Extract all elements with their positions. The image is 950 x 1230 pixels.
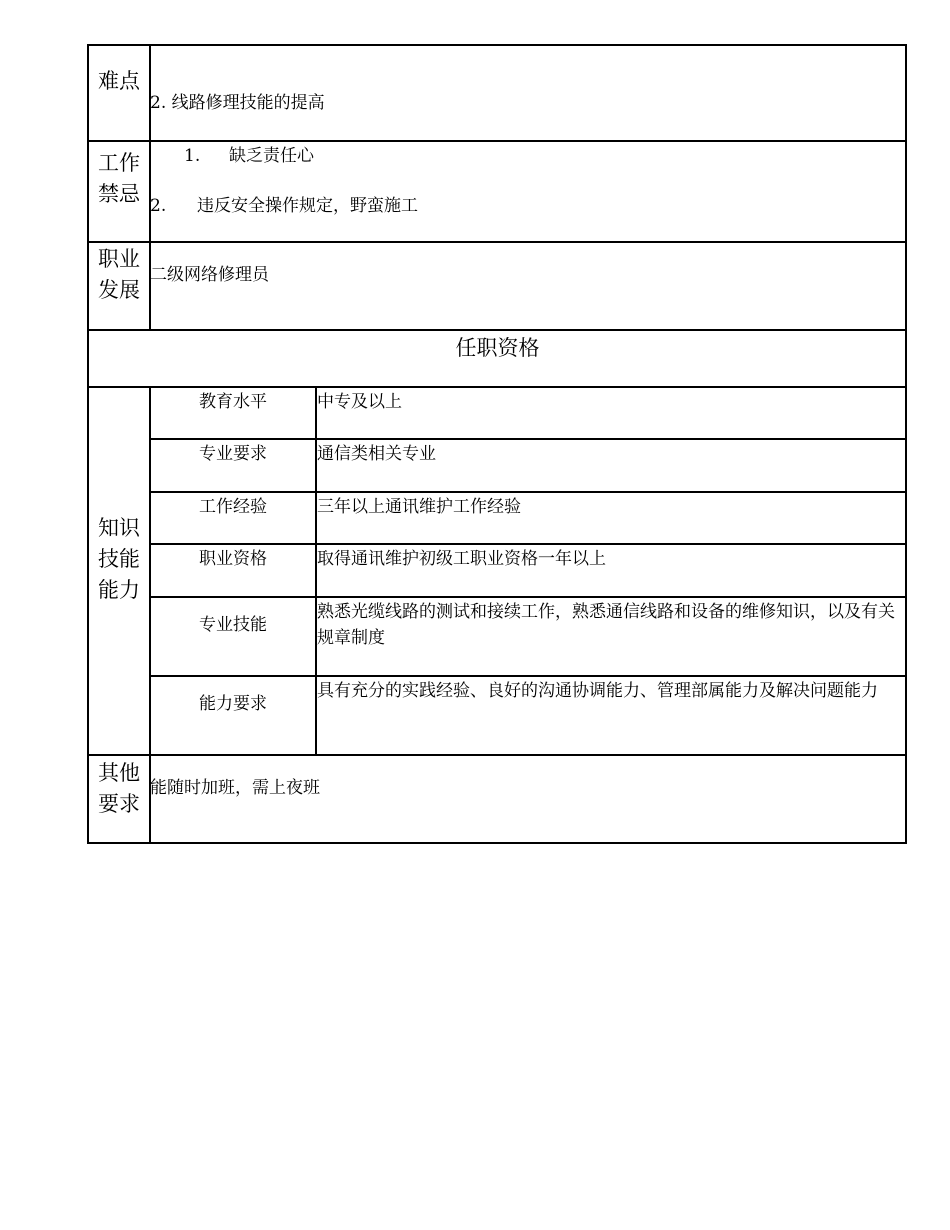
label-column-divider (149, 44, 151, 330)
other-content: 能随时加班，需上夜班 (150, 778, 320, 798)
taboo-item-1-text: 缺乏责任心 (229, 146, 314, 166)
knowledge-label-line3: 能力 (98, 578, 140, 602)
taboos-label-line2: 禁忌 (98, 182, 140, 206)
career-label-line2: 发展 (98, 278, 140, 302)
table-border-top (87, 44, 907, 46)
taboo-item-2-text: 违反安全操作规定，野蛮施工 (197, 196, 418, 216)
other-label-line1: 其他 (98, 761, 140, 785)
major-requirement-value: 通信类相关专业 (317, 444, 436, 464)
ability-requirement-label: 能力要求 (199, 694, 267, 714)
taboo-item-2-number: 2. (150, 196, 167, 216)
education-level-value: 中专及以上 (317, 392, 402, 412)
work-experience-value: 三年以上通讯维护工作经验 (317, 497, 521, 517)
difficulty-label: 难点 (98, 69, 140, 93)
row-divider (87, 140, 907, 142)
career-label-line1: 职业 (98, 247, 140, 271)
row-divider (87, 386, 907, 388)
knowledge-label-line1: 知识 (98, 516, 140, 540)
row-divider (149, 596, 907, 598)
knowledge-label-line2: 技能 (98, 547, 140, 571)
row-divider (87, 754, 907, 756)
work-experience-label: 工作经验 (199, 497, 267, 517)
qualification-section-header: 任职资格 (455, 336, 540, 360)
professional-skills-value: 熟悉光缆线路的测试和接续工作，熟悉通信线路和设备的维修知识，以及有关规章制度 (317, 602, 895, 648)
major-requirement-label: 专业要求 (199, 444, 267, 464)
difficulty-content: 2. 线路修理技能的提高 (150, 93, 325, 113)
table-border-bottom (87, 842, 907, 844)
other-label-line2: 要求 (98, 792, 140, 816)
row-divider (149, 675, 907, 677)
row-divider (149, 438, 907, 440)
career-content: 二级网络修理员 (150, 265, 269, 285)
taboos-label-line1: 工作 (98, 151, 140, 175)
table-border-right (905, 44, 907, 844)
ability-requirement-value: 具有充分的实践经验、良好的沟通协调能力、管理部属能力及解决问题能力 (317, 681, 878, 701)
row-divider (87, 329, 907, 331)
certification-value: 取得通讯维护初级工职业资格一年以上 (317, 549, 606, 569)
professional-skills-label: 专业技能 (199, 615, 267, 635)
certification-label: 职业资格 (199, 549, 267, 569)
row-divider (149, 543, 907, 545)
education-level-label: 教育水平 (199, 392, 267, 412)
row-divider (149, 491, 907, 493)
row-divider (87, 241, 907, 243)
taboo-item-1-number: 1. (184, 146, 201, 166)
